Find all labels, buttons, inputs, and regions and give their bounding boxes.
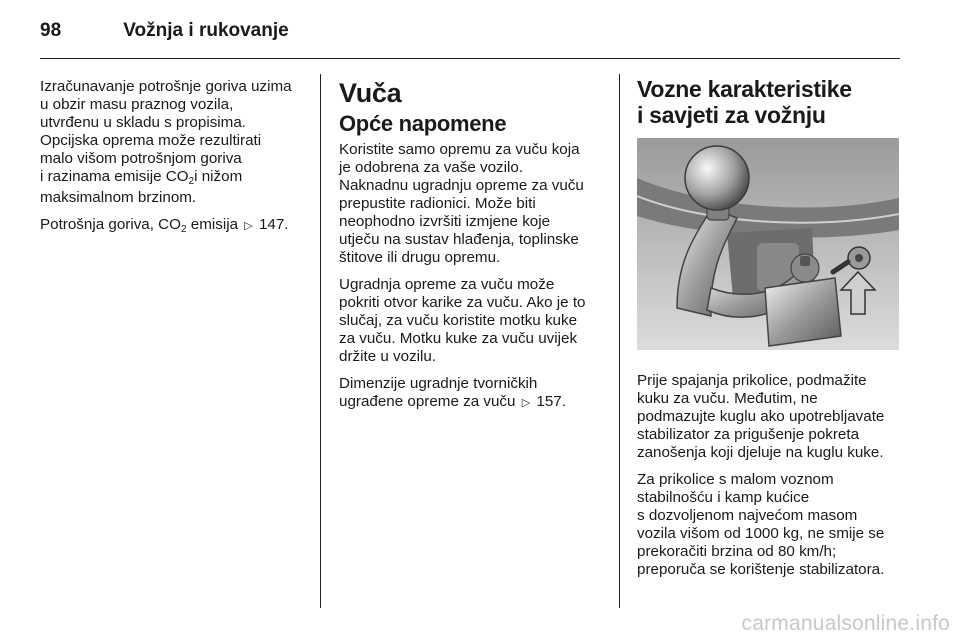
section-title-driving: Vozne karakteristike i savjeti za vožnju: [637, 76, 852, 128]
section-title-towing: Vuča: [339, 78, 402, 108]
fuel-consumption-reference: Potrošnja goriva, $CO_2$ emisija ▷ 147.: [40, 216, 289, 235]
page-reference-icon: ▷: [244, 220, 253, 232]
column-fuel-consumption: [40, 78, 310, 244]
subsection-title-general: Opće napomene: [339, 111, 507, 136]
driving-paragraph-1: Prije spajanja prikolice, podmažite kuku za vuču. Međutim, ne podmazujte kuglu ako upotrebljavate stabilizator za prigušenje pokreta zanošenja koji djeluje na kuglu kuke.: [637, 372, 885, 461]
driving-paragraph-2: Za prikolice s malom voznom stabilnošću i kamp kućice s dozvoljenom najvećom masom vozila višom od 1000 kg, ne smije se prekoračiti brzina od 80 km/h; preporuča se korištenje stabilizatora.: [637, 471, 885, 578]
fuel-calc-paragraph: Izračunavanje potrošnje goriva uzima u obzir masu praznog vozila, utvrđenu u skladu s propisima. Opcijska oprema može rezultirati malo višom potrošnjom goriva i razinama emisije $CO_2i$ nižom maksimalnom brzinom.: [40, 78, 292, 206]
page-number: 98: [40, 20, 62, 41]
column-divider-right: [619, 74, 620, 608]
column-towing: [339, 78, 611, 421]
header-rule: [40, 58, 900, 59]
page-header: [40, 20, 289, 42]
towing-paragraph-2: Ugradnja opreme za vuču može pokriti otvor karike za vuču. Ako je to slučaj, za vuču koristite motku kuke za vuču. Motku kuke za vuču uvijek držite u vozilu.: [339, 276, 586, 365]
page-reference-link[interactable]: 147.: [254, 216, 289, 233]
towing-paragraph-3: Dimenzije ugradnje tvorničkih ugrađene opreme za vuču ▷ 157.: [339, 375, 566, 410]
watermark: carmanualsonline.info: [741, 612, 950, 635]
towbar-illustration: [637, 138, 899, 350]
column-driving-tips: [637, 76, 903, 588]
column-divider-left: [320, 74, 321, 608]
page-reference-icon: ▷: [521, 397, 531, 409]
chapter-title: Vožnja i rukovanje: [123, 20, 289, 41]
page-reference-link[interactable]: 157.: [532, 393, 566, 410]
towing-paragraph-1: Koristite samo opremu za vuču koja je odobrena za vaše vozilo. Naknadnu ugradnju opreme za vuču prepustite radionici. Može biti neophodno izvršiti izmjene koje utječu na sustav hlađenja, toplinske štitove ili drugu opremu.: [339, 141, 584, 266]
